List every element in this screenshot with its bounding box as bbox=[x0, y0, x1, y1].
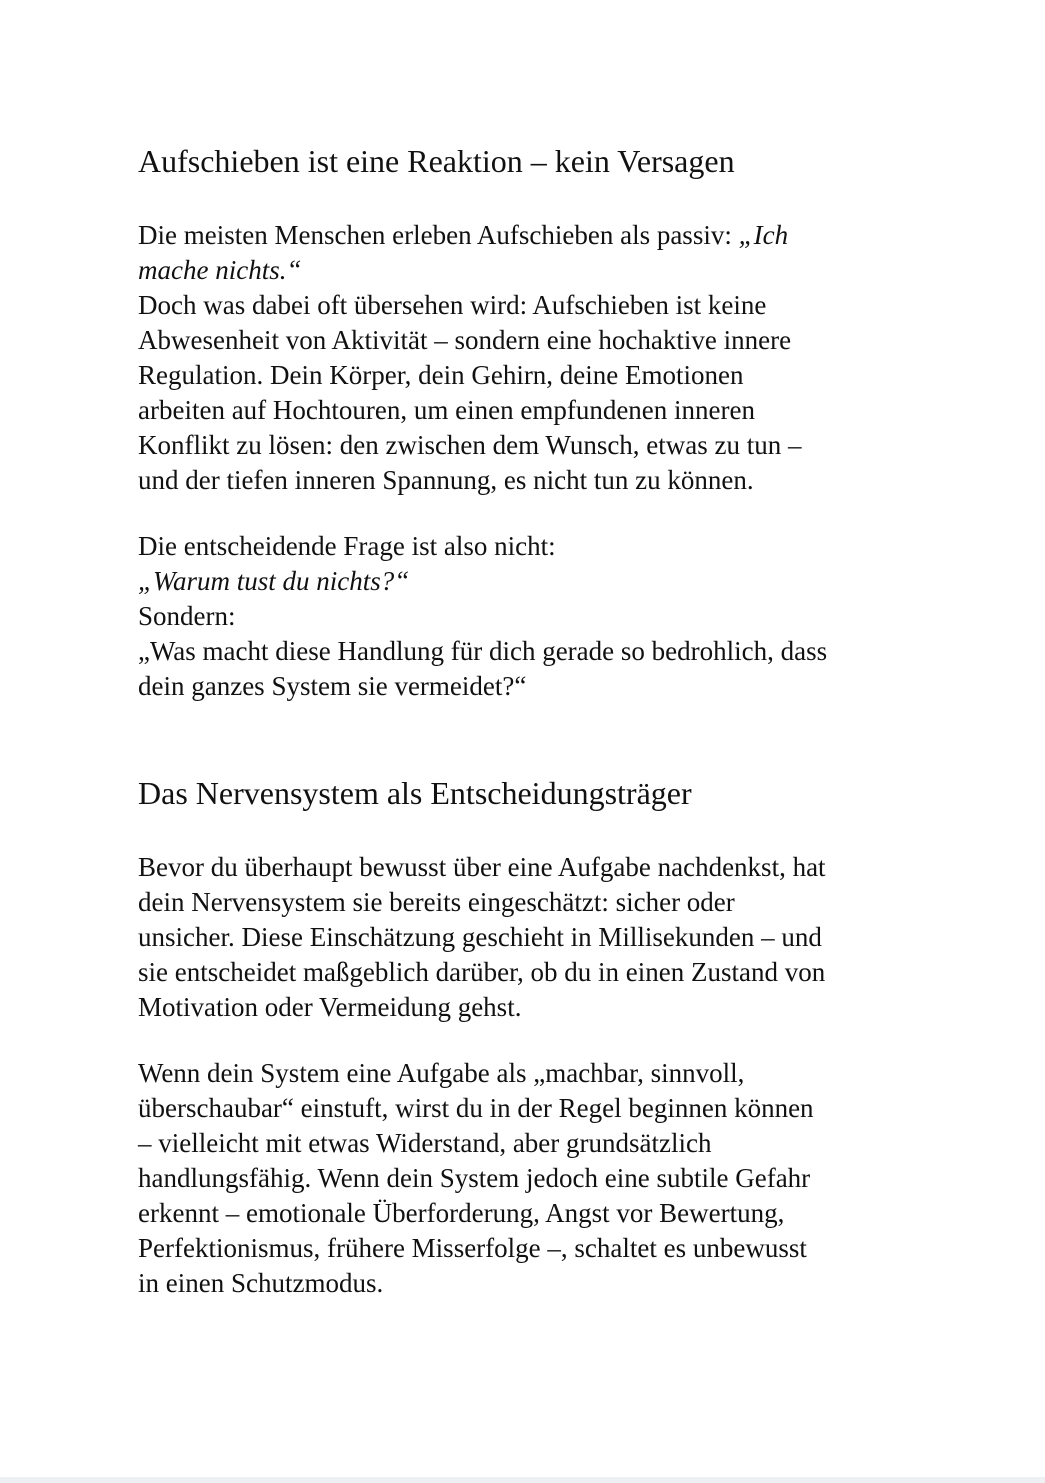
paragraph-nervous-system-assessment bbox=[138, 850, 918, 1025]
text-line: – vielleicht mit etwas Widerstand, aber grundsätzlich bbox=[138, 1128, 712, 1158]
page-bottom-edge bbox=[0, 1477, 1045, 1483]
text-line: Abwesenheit von Aktivität – sondern eine hochaktive innere bbox=[138, 325, 792, 355]
italic-quote: „Ich bbox=[738, 220, 789, 250]
italic-quote: mache nichts.“ bbox=[138, 255, 302, 285]
text-line: Die meisten Menschen erleben Aufschieben als passiv: „Ich bbox=[138, 220, 789, 250]
text-line: Sondern: bbox=[138, 601, 236, 631]
text-line: Wenn dein System eine Aufgabe als „machbar, sinnvoll, bbox=[138, 1058, 745, 1088]
text-line: Die entscheidende Frage ist also nicht: bbox=[138, 531, 556, 561]
text-line: sie entscheidet maßgeblich darüber, ob du in einen Zustand von bbox=[138, 957, 826, 987]
text-line: handlungsfähig. Wenn dein System jedoch eine subtile Gefahr bbox=[138, 1163, 811, 1193]
text-line: Perfektionismus, frühere Misserfolge –, schaltet es unbewusst bbox=[138, 1233, 807, 1263]
text-line: und der tiefen inneren Spannung, es nicht tun zu können. bbox=[138, 465, 754, 495]
text-line: Motivation oder Vermeidung gehst. bbox=[138, 992, 522, 1022]
text-line: Doch was dabei oft übersehen wird: Aufschieben ist keine bbox=[138, 290, 767, 320]
text-line: in einen Schutzmodus. bbox=[138, 1268, 384, 1298]
text-line: unsicher. Diese Einschätzung geschieht in Millisekunden – und bbox=[138, 922, 822, 952]
text-line: „Was macht diese Handlung für dich gerade so bedrohlich, dass bbox=[138, 636, 828, 666]
text-line: dein ganzes System sie vermeidet?“ bbox=[138, 671, 527, 701]
text-line: Konflikt zu lösen: den zwischen dem Wunsch, etwas zu tun – bbox=[138, 430, 802, 460]
paragraph-procrastination-intro bbox=[138, 218, 918, 498]
text-line: erkennt – emotionale Überforderung, Angst vor Bewertung, bbox=[138, 1198, 785, 1228]
text-line: überschaubar“ einstuft, wirst du in der Regel beginnen können bbox=[138, 1093, 814, 1123]
text-line: Regulation. Dein Körper, dein Gehirn, deine Emotionen bbox=[138, 360, 744, 390]
paragraph-protection-mode bbox=[138, 1056, 918, 1301]
page-content bbox=[138, 0, 918, 1301]
paragraph-decisive-question bbox=[138, 529, 918, 704]
section-heading-procrastination: Aufschieben ist eine Reaktion – kein Versagen bbox=[138, 143, 735, 179]
text-line: arbeiten auf Hochtouren, um einen empfundenen inneren bbox=[138, 395, 756, 425]
text-line bbox=[138, 253, 918, 288]
text-line: Bevor du überhaupt bewusst über eine Aufgabe nachdenkst, hat bbox=[138, 852, 826, 882]
section-heading-nervous-system: Das Nervensystem als Entscheidungsträger bbox=[138, 775, 692, 811]
text-line: dein Nervensystem sie bereits eingeschätzt: sicher oder bbox=[138, 887, 735, 917]
italic-quote: „Warum tust du nichts?“ bbox=[138, 566, 410, 596]
text-line bbox=[138, 564, 918, 599]
